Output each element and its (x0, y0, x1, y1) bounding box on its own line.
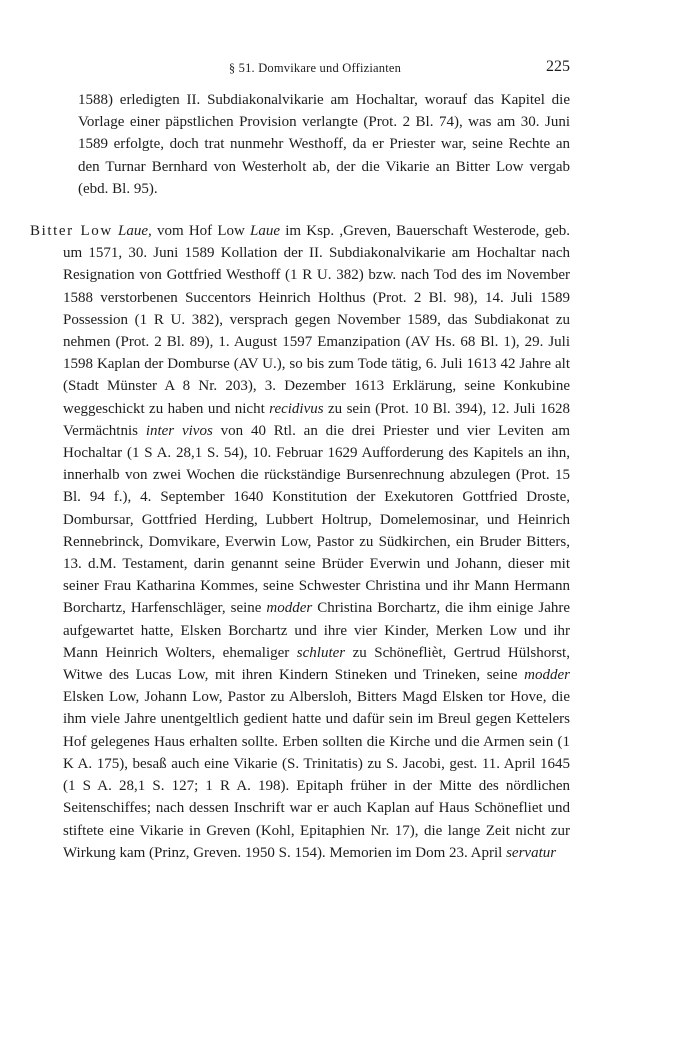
entry-italic: modder (266, 600, 313, 617)
entry-lemma: Bitter Low (30, 223, 113, 240)
page-number: 225 (546, 58, 570, 75)
entry-text: im Ksp. ,Greven, Bauerschaft Westerode, geb. um 1571, 30. Juni 1589 Kollation der II. Subdiakonalvikarie am Hochaltar nach Resignation von Gottfried Westhoff (1 R U. 382) bzw. nach Tod des im November 1588 verstorbenen Succentors Heinrich Holthus (Prot. 2 Bl. 98), 14. Juli 1589 Possession (1 R U. 382), versprach gegen November 1589, das Subdiakonat zu nehmen (Prot. 2 Bl. 89), 1. August 1597 Emanzipation (AV Hs. 68 Bl. 1), 29. Juli 1598 Kaplan der Domburse (AV U.), so bis zum Tode tätig, 6. Juli 1613 42 Jahre alt (Stadt Münster A 8 Nr. 203), 3. Dezember 1613 Erklärung, seine Konkubine weggeschickt zu haben und nicht (63, 223, 570, 417)
running-head: § 51. Domvikare und Offizianten (228, 61, 402, 75)
entry-text: Christina Borchartz, die ihm einige Jahre aufgewartet hatte, Elsken Borchartz und ihre vier Kinder, Merken Low und ihr Mann Heinrich Wolters, ehemaliger (63, 600, 570, 661)
entry-italic: servatur (506, 844, 557, 861)
continued-paragraph: 1588) erledigten II. Subdiakonalvikarie am Hochaltar, worauf das Kapitel die Vorlage einer päpstlichen Provision verlangte (Prot. 2 Bl. 74), was am 30. Juni 1589 erfolgte, doch trat nunmehr Westhoff, da er Priester war, seine Rechte an den Turnar Bernhard von Westerholt ab, der die Vikarie an Bitter Low vergab (ebd. Bl. 95). (78, 92, 570, 197)
entry-italic: inter vivos (145, 422, 213, 439)
entry-text: von 40 Rtl. an die drei Priester und vier Leviten am Hochaltar (1 S A. 28,1 S. 54), 10. Februar 1629 Aufforderung des Kapitels an ihn, innerhalb von zwei Wochen die rückständige Bursenrechnung abzulegen (Prot. 15 Bl. 94 f.), 4. September 1640 Konstitution der Exekutoren Gottfried Droste, Dombursar, Gottfried Herding, Lubbert Holtrup, Domelemosinar, und Heinrich Rennebrinck, Domvikare, Everwin Low, Pastor zu Südkirchen, ein Bruder Bitters, 13. d.M. Testament, darin genannt seine Brüder Everwin und Johann, dieser mit seiner Frau Katharina Kommes, seine Schwester Christina und ihr Mann Hermann Borchartz, Harfenschläger, seine (63, 422, 571, 617)
entry-text: Elsken Low, Johann Low, Pastor zu Albersloh, Bitters Magd Elsken tor Hove, die ihm viele Jahre unentgeltlich gedient hatte und dafür sein im Breul gegen Kettelers Hof gelegenes Haus erhalten sollte. Erben sollten die Kirche und die Armen sein (1 K A. 175), besaß auch eine Vikarie (S. Trinitatis) zu S. Jacobi, gest. 11. April 1645 (1 S A. 28,1 S. 127; 1 R A. 198). Epitaph früher in der Mitte des nördlichen Seitenschiffes; nach dessen Inschrift war er auch Kaplan auf Haus Schönefliet und stiftete eine Vikarie in Greven (Kohl, Epitaphien Nr. 17), die lange Zeit nicht zur Wirkung kam (Prinz, Greven. 1950 S. 154). Memorien im Dom 23. April (63, 689, 570, 861)
biographical-entry (30, 220, 570, 864)
page-body (30, 89, 570, 864)
entry-italic: recidivus (269, 400, 324, 417)
entry-italic: modder (524, 667, 570, 684)
page-header (60, 58, 570, 80)
entry-text: zu sein (Prot. 10 Bl. 394), 12. Juli 1628 Vermächtnis (63, 400, 570, 439)
entry-italic: schluter (296, 644, 346, 661)
entry-italic: Laue (250, 223, 281, 240)
entry-text: vom Hof Low (151, 223, 251, 240)
entry-italic: Laue, (118, 223, 152, 240)
entry-text: zu Schöneflièt, Gertrud Hülshorst, Witwe des Lucas Low, mit ihren Kindern Stineken und Trineken, seine (63, 644, 570, 684)
